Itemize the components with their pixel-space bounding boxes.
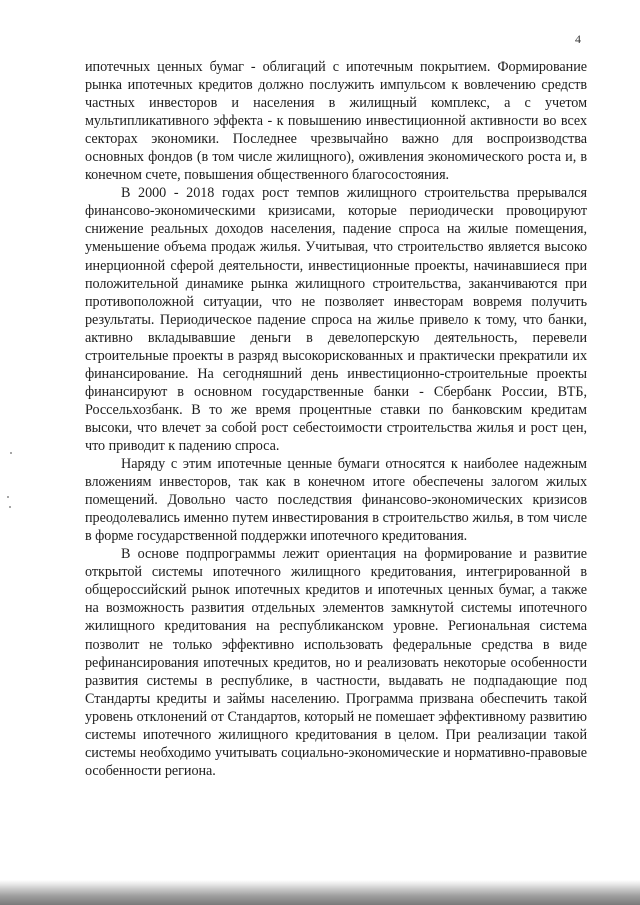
paragraph-3: Наряду с этим ипотечные ценные бумаги относятся к наиболее надежным вложениям инвесторов, так как в конечном итоге обеспечены залогом жилых помещений. Довольно часто последствия финансово-экономических кризисов преодолевались именно путем инвестирования в строительство жилья, в том числе в форме государственной поддержки ипотечного кредитования. xyxy=(85,456,587,545)
scan-speck xyxy=(10,452,12,454)
scan-speck xyxy=(9,506,11,508)
scan-bottom-shadow xyxy=(0,880,640,905)
body-text xyxy=(85,58,587,780)
paragraph-4: В основе подпрограммы лежит ориентация на формирование и развитие открытой системы ипотечного жилищного кредитования, интегрированной в общероссийский рынок ипотечных кредитов и ипотечных ценных бумаг, а также на возможность развития отдельных элементов замкнутой системы ипотечного жилищного кредитования на республиканском уровне. Региональная система позволит не только эффективно использовать федеральные средства в виде рефинансирования ипотечных кредитов, но и реализовать некоторые особенности развития системы в республике, в частности, выдавать не подпадающие под Стандарты кредиты и займы населению. Программа призвана обеспечить такой уровень отклонений от Стандартов, который не помешает эффективному развитию системы ипотечного жилищного кредитования в целом. При реализации такой системы необходимо учитывать социально-экономические и нормативно-правовые особенности региона. xyxy=(85,546,587,779)
paragraph-2: В 2000 - 2018 годах рост темпов жилищного строительства прерывался финансово-экономическими кризисами, которые периодически провоцируют снижение реальных доходов населения, падение спроса на жилые помещения, уменьшение объема продаж жилья. Учитывая, что строительство является высоко инерционной сферой деятельности, инвестиционные проекты, начинавшиеся при положительной динамике рынка жилищного строительства, заканчиваются при противоположной ситуации, что не позволяет инвесторам вовремя получить результаты. Периодическое падение спроса на жилье привело к тому, что банки, активно вкладывавшие деньги в девелоперскую деятельность, перевели строительные проекты в разряд высокорискованных и практически прекратили их финансирование. На сегодняшний день инвестиционно-строительные проекты финансируют в основном государственные банки - Сбербанк России, ВТБ, Россельхозбанк. В то же время процентные ставки по банковским кредитам высоки, что влечет за собой рост себестоимости строительства жилья и рост цен, что приводит к падению спроса. xyxy=(85,185,587,454)
scan-speck xyxy=(7,496,9,498)
paragraph-1: ипотечных ценных бумаг - облигаций с ипотечным покрытием. Формирование рынка ипотечных кредитов должно послужить импульсом к вовлечению средств частных инвесторов и населения в жилищный комплекс, а с учетом мультипликативного эффекта - к повышению инвестиционной активности во всех секторах экономики. Последнее чрезвычайно важно для воспроизводства основных фондов (в том числе жилищного), оживления экономического роста и, в конечном счете, повышения общественного благосостояния. xyxy=(85,59,587,184)
page-number: 4 xyxy=(575,32,581,46)
